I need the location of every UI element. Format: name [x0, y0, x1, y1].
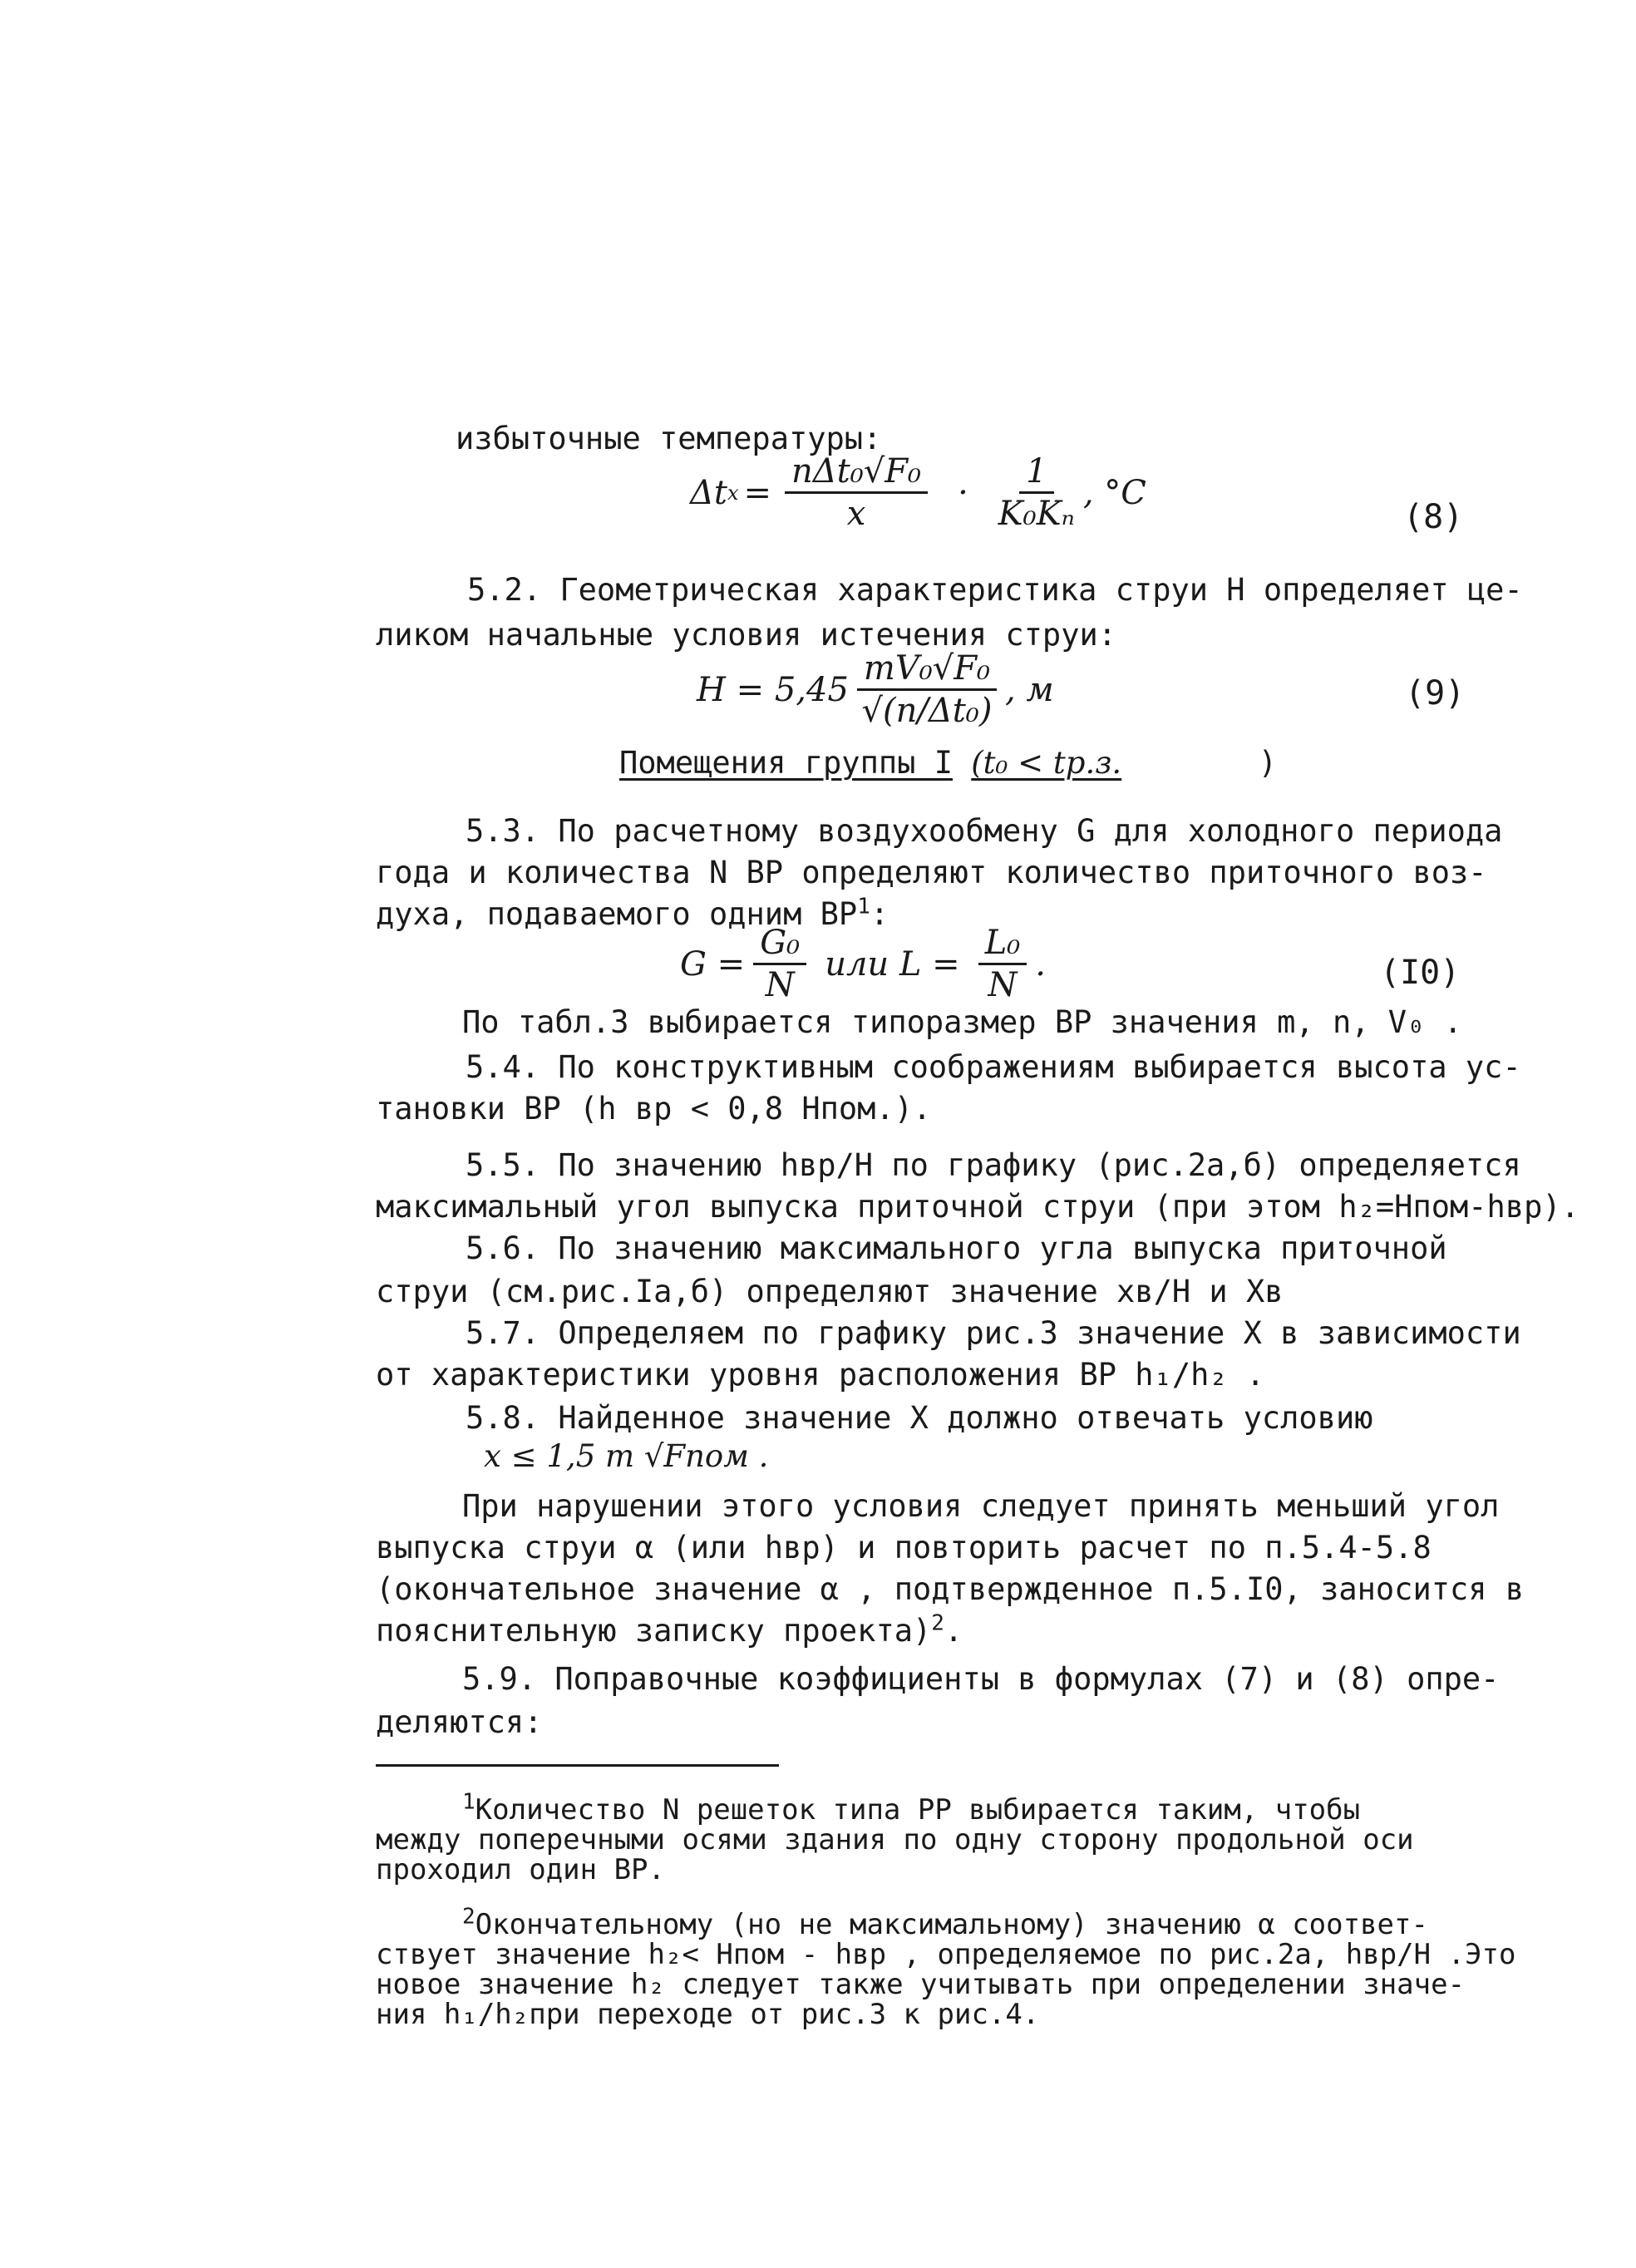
formula-10-numerator-2: L₀ — [978, 924, 1027, 965]
formula-10-denominator-1: N — [765, 966, 795, 1004]
p54-line-2: тановки ВР (h вр < 0,8 Hпом.). — [376, 1091, 932, 1127]
group-heading-text: Помещения группы I — [619, 745, 953, 781]
formula-8-denominator: x — [846, 495, 866, 533]
formula-8-dot: · — [958, 473, 968, 512]
p56-line-1: 5.6. По значению максимального угла выпуска приточной — [466, 1230, 1447, 1266]
p56-line-2: струи (см.рис.Iа,б) определяют значение xв/H и Xв — [376, 1274, 1284, 1309]
pviol-line-4-wrap — [376, 1610, 963, 1649]
p59-line-2: деляются: — [376, 1704, 543, 1740]
p53-line-1: 5.3. По расчетному воздухообмену G для холодного периода — [466, 813, 1503, 849]
footnote-2-line-2: ствует значение h₂< Hпом - hвр , определяемое по рис.2а, hвр/H .Это — [376, 1938, 1516, 1971]
p57-line-2: от характеристики уровня расположения ВР h₁/h₂ . — [376, 1357, 1265, 1393]
footnote-2-mark: 2 — [462, 1904, 476, 1930]
p53-line-3: духа, подаваемого одним ВР — [376, 896, 858, 932]
formula-8-numerator: nΔt₀√F₀ — [785, 453, 928, 494]
intro-line: избыточные температуры: — [456, 421, 882, 456]
formula-10-lhs: G = — [680, 944, 746, 984]
formula-9-numerator: mV₀√F₀ — [857, 650, 997, 691]
p-tabl3: По табл.3 выбирается типоразмер ВР значения m, n, V₀ . — [462, 1004, 1462, 1040]
footnote-2-line-4: ния h₁/h₂при переходе от рис.3 к рис.4. — [376, 1998, 1040, 2031]
footnote-separator — [376, 1764, 779, 1767]
p52-line-1: 5.2. Геометрическая характеристика струи H определяет це- — [467, 572, 1523, 608]
footnote-2-line-1-wrap — [462, 1904, 1428, 1941]
formula-8: Δt x = $\frac{\text{nΔt₀√F₀}}{x}$ · $\frac{1}{\text{K₀Kₙ}}$ , °C — [690, 452, 1146, 533]
formula-8-label: (8) — [1403, 498, 1464, 536]
formula-10-fraction-2 — [978, 924, 1027, 1003]
group-heading — [619, 745, 1277, 781]
formula-10-numerator-1: G₀ — [753, 924, 806, 965]
formula-10-fraction-1 — [753, 924, 806, 1003]
pviol-line-2: выпуска струи α (или hвр) и повторить расчет по п.5.4-5.8 — [376, 1530, 1432, 1565]
p54-line-1: 5.4. По конструктивным соображениям выбирается высота ус- — [466, 1049, 1521, 1085]
formula-8-unit: , °C — [1082, 473, 1146, 512]
group-heading-condition: (t₀ < tр.з. — [971, 745, 1122, 781]
footnote-1-mark: 1 — [462, 1789, 476, 1815]
p53-colon: : — [870, 896, 889, 932]
p52-line-2: ликом начальные условия истечения струи: — [376, 617, 1117, 653]
footnote-1-line-1: Количество N решеток типа РР выбирается таким, чтобы — [475, 1793, 1361, 1827]
p59-line-1: 5.9. Поправочные коэффициенты в формулах (7) и (8) опре- — [462, 1661, 1500, 1697]
pviol-line-1: При нарушении этого условия следует принять меньший угол — [462, 1488, 1500, 1524]
formula-9-lhs: H = 5,45 — [697, 670, 849, 709]
footnote-2-line-3: новое значение h₂ следует также учитывать при определении значе- — [376, 1968, 1466, 2001]
group-heading-close: ) — [1258, 745, 1278, 781]
formula-9-denominator: √(n/Δt₀) — [861, 692, 993, 730]
formula-10-label: (I0) — [1380, 954, 1461, 992]
formula-8-denominator-2: K₀Kₙ — [998, 495, 1075, 533]
formula-9-unit: , м — [1005, 670, 1054, 709]
footnote-1-line-2: между поперечными осями здания по одну сторону продольной оси — [376, 1823, 1414, 1856]
p55-line-2: максимальный угол выпуска приточной струи (при этом h₂=Hпом-hвр). — [376, 1189, 1579, 1225]
formula-9-label: (9) — [1405, 674, 1466, 712]
formula-8-fraction-2 — [998, 453, 1075, 532]
pviol-line-3: (окончательное значение α , подтвержденное п.5.I0, заносится в — [376, 1571, 1525, 1607]
p57-line-1: 5.7. Определяем по графику рис.3 значение X в зависимости — [466, 1315, 1521, 1351]
formula-10 — [680, 924, 1046, 1003]
pviol-end: . — [944, 1613, 963, 1649]
formula-8-eq: = — [743, 473, 772, 512]
formula-8-lhs: Δt — [690, 473, 727, 512]
formula-8-numerator-2: 1 — [1019, 453, 1053, 494]
formula-10-denominator-2: N — [988, 966, 1018, 1004]
p58-line-1: 5.8. Найденное значение X должно отвечать условию — [466, 1400, 1373, 1436]
p53-line-2: года и количества N ВР определяют количество приточного воз- — [376, 855, 1487, 890]
formula-9 — [697, 650, 1054, 729]
footnote-2-line-1: Окончательному (но не максимальному) значению α соответ- — [475, 1908, 1428, 1941]
formula-10-end: . — [1035, 944, 1047, 984]
footnote-1-line-1-wrap — [462, 1789, 1361, 1827]
p58-line-2: x ≤ 1,5 m √Fпом . — [484, 1438, 769, 1474]
footnote-1-line-3: проходил один ВР. — [376, 1853, 665, 1886]
p53-footnote-mark: 1 — [857, 894, 870, 920]
pviol-line-4: пояснительную записку проекта) — [376, 1613, 932, 1649]
formula-8-fraction — [785, 453, 928, 532]
formula-10-mid: или L = — [825, 944, 960, 984]
p55-line-1: 5.5. По значению hвр/H по графику (рис.2а,б) определяется — [466, 1147, 1521, 1183]
formula-9-fraction — [857, 650, 997, 729]
pviol-footnote-mark: 2 — [931, 1610, 944, 1636]
